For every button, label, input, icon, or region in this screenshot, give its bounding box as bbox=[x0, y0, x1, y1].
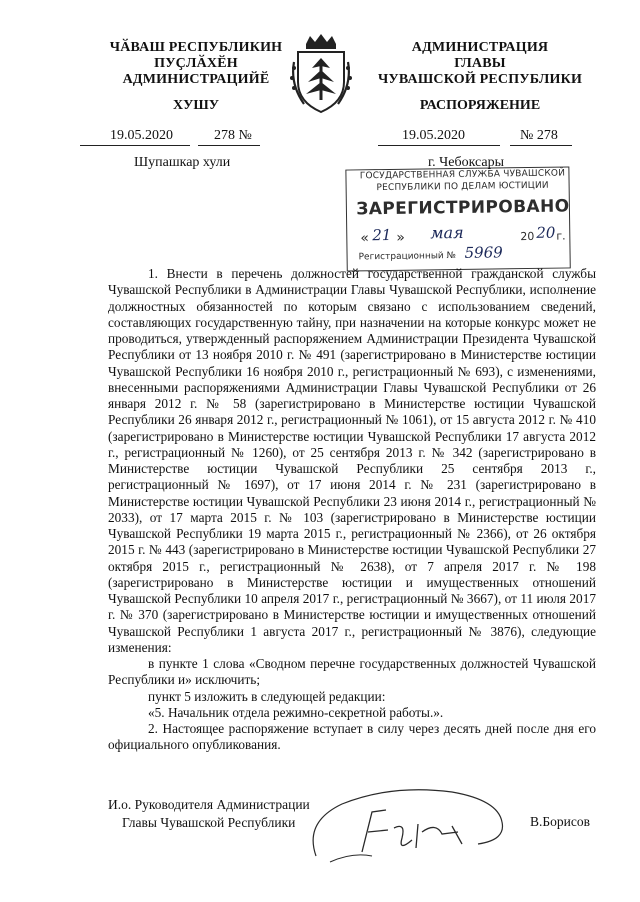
stamp-quote-open: « bbox=[360, 230, 370, 247]
paragraph-5: 2. Настоящее распоряжение вступает в силу через десять дней после дня его официального опубликования. bbox=[108, 721, 596, 753]
doc-type-right: РАСПОРЯЖЕНИЕ bbox=[419, 98, 541, 113]
signatory-title-line-1: И.о. Руководителя Администрации bbox=[108, 797, 310, 812]
header-left-chuvash bbox=[96, 40, 296, 88]
handwritten-signature bbox=[302, 782, 512, 878]
paragraph-4: «5. Начальник отдела режимно-секретной работы.». bbox=[148, 704, 444, 720]
signatory-title-line-2: Главы Чувашской Республики bbox=[122, 815, 296, 830]
stamp-reg-label: Регистрационный № bbox=[358, 251, 457, 263]
stamp-day: 21 bbox=[372, 225, 392, 245]
stamp-authority-line-2: РЕСПУБЛИКИ ПО ДЕЛАМ ЮСТИЦИИ bbox=[376, 180, 549, 194]
stamp-reg-number: 5969 bbox=[464, 243, 503, 262]
stamp-year-prefix: 20 bbox=[520, 229, 535, 244]
header-left-line-3: АДМИНИСТРАЦИЙӖ bbox=[122, 72, 270, 87]
signatory-title bbox=[108, 796, 310, 832]
underline-date-right bbox=[378, 145, 500, 146]
doc-type-left: ХУШУ bbox=[172, 98, 220, 113]
paragraph-3: пункт 5 изложить в следующей редакции: bbox=[148, 688, 386, 704]
underline-number-right bbox=[510, 145, 572, 146]
number-left: 278 № bbox=[214, 128, 252, 143]
number-right: № 278 bbox=[520, 128, 558, 143]
city-left: Шупашкар хули bbox=[134, 155, 231, 170]
registration-stamp bbox=[341, 156, 575, 271]
stamp-month: мая bbox=[430, 222, 464, 243]
header-right-line-3: ЧУВАШСКОЙ РЕСПУБЛИКИ bbox=[377, 72, 583, 87]
stamp-title: ЗАРЕГИСТРИРОВАНО bbox=[356, 196, 570, 220]
stamp-year-unit: г. bbox=[556, 229, 566, 243]
stamp-authority-line-1: ГОСУДАРСТВЕННАЯ СЛУЖБА ЧУВАШСКОЙ bbox=[359, 168, 566, 182]
document-body bbox=[108, 266, 596, 754]
date-right: 19.05.2020 bbox=[402, 128, 465, 143]
header-right-line-1: АДМИНИСТРАЦИЯ bbox=[411, 40, 549, 55]
header-left-line-1: ЧӐВАШ РЕСПУБЛИКИН bbox=[109, 40, 283, 55]
underline-date-left bbox=[80, 145, 190, 146]
stamp-quote-close: » bbox=[396, 229, 406, 246]
city-right: г. Чебоксары bbox=[428, 155, 505, 170]
header-right-line-2: ГЛАВЫ bbox=[454, 56, 506, 71]
paragraph-2: в пункте 1 слова «Сводном перечне государственных должностей Чувашской Республики и» исключить; bbox=[108, 656, 596, 688]
header-left-line-2: ПУҪЛӐХӖН bbox=[154, 56, 238, 71]
chuvash-emblem-icon bbox=[290, 32, 352, 116]
signatory-name: В.Борисов bbox=[530, 814, 590, 829]
date-left: 19.05.2020 bbox=[110, 128, 173, 143]
header-right-russian bbox=[370, 40, 590, 88]
paragraph-1: 1. Внести в перечень должностей государственной гражданской службы Чувашской Республики в Администрации Главы Чувашской Республики, исполнение должностных обязанностей по которым связано с использованием сведений, составляющих государственную тайну, при назначении на которые конкурс может не проводиться, утвержденный распоряжением Администрации Президента Чувашской Республики от 13 ноября 2010 г. № 491 (зарегистрировано в Министерстве юстиции Чувашской Республики 16 ноября 2010 г., регистрационный № 693), с изменениями, внесенными распоряжениями Администрации Главы Чувашской Республики от 26 января 2012 г. № 58 (зарегистрировано в Министерстве юстиции Чувашской Республики 26 января 2012 г., регистрационный № 1061), от 15 августа 2012 г. № 410 (зарегистрировано в Министерстве юстиции Чувашской Республики 17 августа 2012 г., регистрационный № 1260), от 25 сентября 2013 г. № 342 (зарегистрировано в Министерстве юстиции Чувашской Республики 25 сентября 2013 г., регистрационный № 1697), от 17 июня 2014 г. № 231 (зарегистрировано в Министерстве юстиции Чувашской Республики 23 июня 2014 г., регистрационный № 2033), от 17 марта 2015 г. № 103 (зарегистрировано в Министерстве юстиции Чувашской Республики 19 марта 2015 г., регистрационный № 2366), от 26 октября 2015 г. № 443 (зарегистрировано в Министерстве юстиции Чувашской Республики 27 октября 2015 г., регистрационный № 2638), от 7 апреля 2017 г. № 198 (зарегистрировано в Министерстве юстиции и имущественных отношений Чувашской Республики 10 апреля 2017 г., регистрационный № 3667), от 11 июля 2017 г. № 370 (зарегистрировано в Министерстве юстиции и имущественных отношений Чувашской Республики 1 августа 2017 г., регистрационный № 3876), следующие изменения: bbox=[108, 266, 596, 655]
stamp-date bbox=[358, 223, 568, 248]
stamp-year-suffix: 20 bbox=[536, 223, 556, 242]
underline-number-left bbox=[198, 145, 260, 146]
